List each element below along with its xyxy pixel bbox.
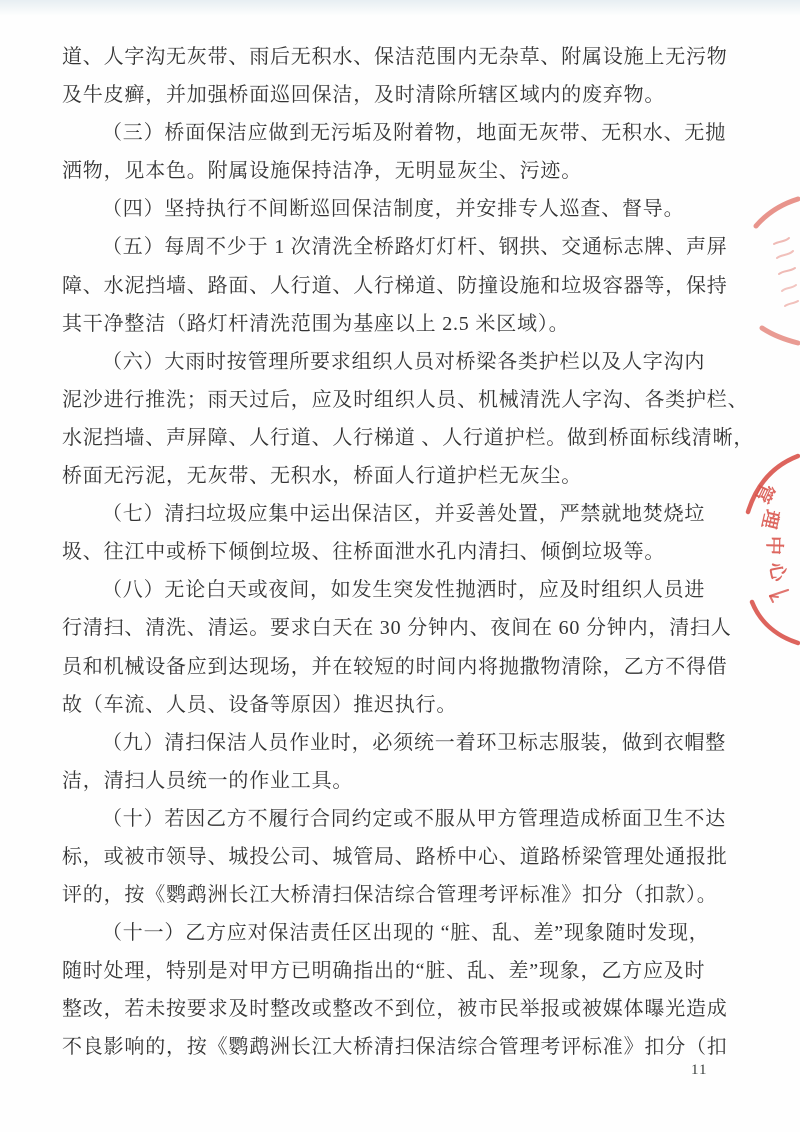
page-number: 11 <box>691 1062 708 1078</box>
seal-character: 管 <box>750 479 778 506</box>
text-line: （七）清扫垃圾应集中运出保洁区，并妥善处置，严禁就地焚烧垃 <box>102 503 706 526</box>
text-line: 桥面无污泥，无灰带、无积水，桥面人行道护栏无灰尘。 <box>62 465 582 488</box>
text-line: 员和机械设备应到达现场，并在较短的时间内将抛撒物清除，乙方不得借 <box>62 655 728 678</box>
text-line: 行清扫、清洗、清运。要求白天在 30 分钟内、夜间在 60 分钟内，清扫人 <box>62 617 732 640</box>
text-line: 评的，按《鹦鹉洲长江大桥清扫保洁综合管理考评标准》扣分（扣款）。 <box>62 884 718 907</box>
text-line: 故（车流、人员、设备等原因）推迟执行。 <box>62 693 458 716</box>
text-line: 道、人字沟无灰带、雨后无积水、保洁范围内无杂草、附属设施上无污物 <box>62 46 728 68</box>
text-line: （十一）乙方应对保洁责任区出现的 “脏、乱、差”现象随时发现， <box>102 922 710 945</box>
text-line: 及牛皮癣，并加强桥面巡回保洁，及时清除所辖区域内的废弃物。 <box>62 84 666 107</box>
text-line: 洒物，见本色。附属设施保持洁净，无明显灰尘、污迹。 <box>62 160 582 183</box>
seal-character: 理 <box>757 507 782 531</box>
text-line: 泥沙进行推洗；雨天过后，应及时组织人员、机械清洗人字沟、各类护栏、 <box>62 388 749 411</box>
seal-arc-strokes <box>744 450 800 650</box>
text-line: （十）若因乙方不履行合同约定或不服从甲方管理造成桥面卫生不达 <box>102 807 726 830</box>
text-line: （四）坚持执行不间断巡回保洁制度，并安排专人巡查、督导。 <box>102 198 685 221</box>
text-line: 其干净整洁（路灯杆清洗范围为基座以上 2.5 米区域）。 <box>62 312 570 335</box>
text-line: 圾、往江中或桥下倾倒垃圾、往桥面泄水孔内清扫、倾倒垃圾等。 <box>62 541 666 564</box>
red-seal-fragment-lower <box>744 450 800 650</box>
text-line: 障、水泥挡墙、路面、人行道、人行梯道、防撞设施和垃圾容器等，保持 <box>62 274 728 297</box>
text-line: 随时处理，特别是对甲方已明确指出的“脏、乱、差”现象，乙方应及时 <box>62 960 706 983</box>
text-line: （八）无论白天或夜间，如发生突发性抛洒时，应及时组织人员进 <box>102 579 706 602</box>
red-seal-fragment-upper <box>752 196 800 346</box>
seal-arc-strokes <box>752 196 800 346</box>
text-line: 整改，若未按要求及时整改或整改不到位，被市民举报或被媒体曝光造成 <box>62 998 728 1021</box>
text-line: 标，或被市领导、城投公司、城管局、路桥中心、道路桥梁管理处通报批 <box>62 845 728 868</box>
text-line: （五）每周不少于 1 次清洗全桥路灯灯杆、钢拱、交通标志牌、声屏 <box>102 236 728 259</box>
text-line: （九）清扫保洁人员作业时，必须统一着环卫标志服装，做到衣帽整 <box>102 731 726 754</box>
text-line: 不良影响的，按《鹦鹉洲长江大桥清扫保洁综合管理考评标准》扣分（扣 <box>62 1036 728 1059</box>
seal-character: 心 <box>764 560 789 584</box>
seal-character: 中 <box>762 535 785 556</box>
text-line: 洁，清扫人员统一的作业工具。 <box>62 769 354 792</box>
document-body <box>62 38 755 1067</box>
text-line: （三）桥面保洁应做到无污垢及附着物，地面无灰带、无积水、无抛 <box>102 122 726 145</box>
text-line: 水泥挡墙、声屏障、人行道、人行梯道 、人行道护栏。做到桥面标线清晰， <box>62 426 755 449</box>
text-line: （六）大雨时按管理所要求组织人员对桥梁各类护栏以及人字沟内 <box>102 350 706 373</box>
